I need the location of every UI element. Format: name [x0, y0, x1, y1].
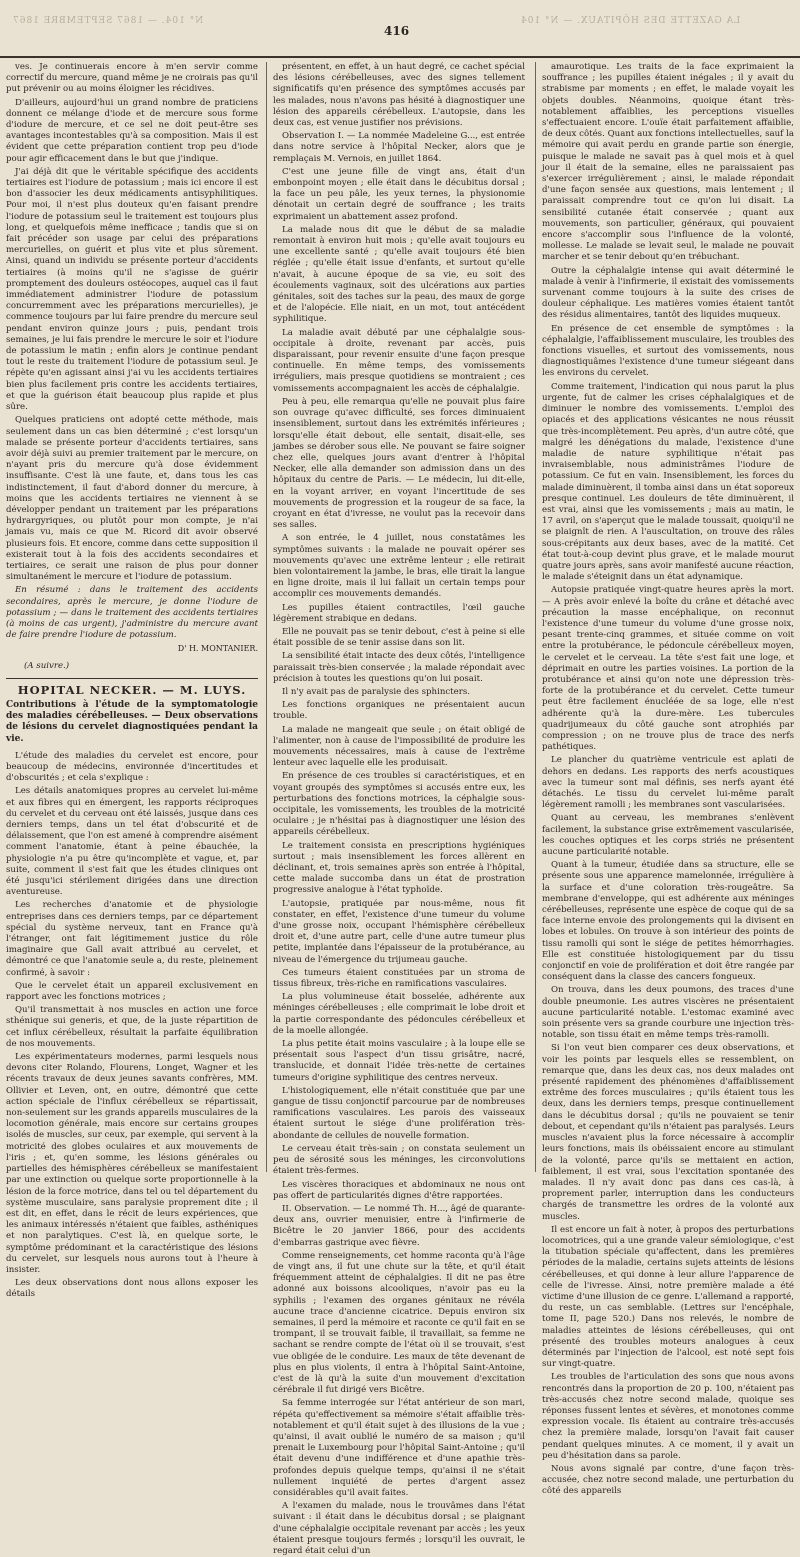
paragraph: amaurotique. Les traits de la face exprimaient la souffrance ; les pupilles étaient inégales ; il y avait du strabisme par moments ; en effet, le malade voyait les objets doubles. Néanmoins, quoique étant très-notablement affaiblies, les perceptions visuelles s'effectuaient encore. L'ouïe était parfaitement affaiblie, de deux côtés. Quant aux fonctions intellectuelles, sauf la mémoire qui avait perdu en grande partie son énergie, puisque le malade ne savait pas à quel mois et à quel jour il était de la semaine, elles ne paraissaient pas s'exercer irrégulièrement ; ainsi, le malade répondait d'une façon sensée aux questions, mais lentement ; il paraissait comprendre tout ce qu'on lui disait. La sensibilité cutanée était conservée ; quant aux mouvements, son particulier, généraux, qui pouvaient encore s'accomplir sous l'influence de la volonté, mollesse. Le malade se levait seul, le malade ne pouvait marcher et se tenir debout qu'en trébuchant.	[542, 62, 794, 263]
paragraph: Les deux observations dont nous allons exposer les détails	[6, 1278, 258, 1300]
column-3	[542, 62, 794, 1497]
paragraph: Peu à peu, elle remarqua qu'elle ne pouvait plus faire son ouvrage qu'avec difficulté, ses forces diminuaient insensiblement, surtout dans les extrémités inférieures ; lorsqu'elle était debout, elle sentait, disait-elle, ses jambes se dérober sous elle. Ne pouvant se faire soigner chez elle, quelques jours avant d'entrer à l'hôpital Necker, elle alla demander son admission dans un des hôpitaux du centre de Paris. — Le médecin, lui dit-elle, en la voyant arriver, en voyant l'incertitude de ses mouvements de progression et la rougeur de sa face, la croyant en état d'ivresse, ne voulut pas la recevoir dans ses salles.	[273, 396, 525, 531]
paragraph: D'ailleurs, aujourd'hui un grand nombre de praticiens donnent ce mélange d'iode et de mercure sous forme d'iodure de mercure, et ce sel ne doit peut-être ses avantages incontestables qu'à sa composition. Mais il est évident que cette préparation contient trop peu d'iode pour agir efficacement dans le but que j'indique.	[6, 97, 258, 164]
paragraph: La plus petite était moins vasculaire ; à la loupe elle se présentait sous l'aspect d'un tissu grisâtre, nacré, translucide, et donnait l'idée très-nette de certaines tumeurs d'origine syphilitique des centres nerveux.	[273, 1039, 525, 1083]
paragraph: A son entrée, le 4 juillet, nous constatâmes les symptômes suivants : la malade ne pouvait opérer ses mouvements qu'avec une extrême lenteur ; elle retirait bien volontairement la jambe, le bras, elle tirait la langue en ligne droite, mais il lui fallait un certain temps pour accomplir ces mouvements demandés.	[273, 533, 525, 600]
paragraph: Comme traitement, l'indication qui nous parut la plus urgente, fut de calmer les crises céphalalgiques et de diminuer le nombre des vomissements. L'emploi des opiacés et des applications vésicantes ne nous réussit que très-incomplètement. Peu après, d'un autre côté, que malgré les dénégations du malade, l'existence d'une maladie de nature syphilitique n'était pas invraisemblable, nous administrâmes l'iodure de potassium. Ce fut en vain. Insensiblement, les forces du malade diminuèrent, il tomba ainsi dans un état soporeux presque continuel. Les douleurs de tête diminuèrent, il est vrai, ainsi que les vomissements ; mais au matin, le 17 avril, on s'aperçut que le malade toussait, quoiqu'il ne se plaignît de rien. A l'auscultation, on trouve des râles sous-crépitants aux deux bases, avec de la matité. Cet état tout-à-coup devint plus grave, et le malade mourut quatre jours après, sans avoir manifesté aucune réaction, le malade s'éteignit dans un état adynamique.	[542, 381, 794, 583]
paragraph: Elle ne pouvait pas se tenir debout, c'est à peine si elle était possible de se tenir assise dans son lit.	[273, 626, 525, 649]
paragraph: Il est encore un fait à noter, à propos des perturbations locomotrices, qui a une grande valeur sémiologique, c'est la titubation spéciale qu'affectent, dans les premières périodes de la maladie, certains sujets atteints de lésions cérébelleuses, et qui donne à leur allure l'apparence de celle de l'ivresse. Ainsi, notre première malade a été victime d'une illusion de ce genre. L'allemand a rapporté, du reste, un cas semblable. (Lettres sur l'encéphale, tome II, page 520.) Dans nos relevés, le nombre de maladies atteintes de lésions cérébelleuses, qui ont présenté des troubles moteurs analogues à ceux déterminés par l'injection de l'alcool, est noté sept fois sur vingt-quatre.	[542, 1224, 794, 1370]
paragraph: Les troubles de l'articulation des sons que nous avons rencontrés dans la proportion de 20 p. 100, n'étaient pas très-accusés chez notre second malade, quoique ses réponses fussent lentes et sévères, et monotones comme expression vocale. Ils étaient au contraire très-accusés chez la première malade, lorsqu'on l'avait fait causer pendant quelques minutes. A ce moment, il y avait un peu d'hésitation dans sa parole.	[542, 1372, 794, 1461]
page-number: 416	[384, 24, 410, 38]
paragraph: L'autopsie, pratiquée par nous-même, nous fit constater, en effet, l'existence d'une tumeur du volume d'une grosse noix, occupant l'hémisphère cérébelleux droit et, d'une autre part, celle d'une autre tumeur plus petite, implantée dans l'épaisseur de la protubérance, au niveau de l'émergence du trijumeau gauche.	[273, 898, 525, 965]
paragraph: La malade nous dit que le début de sa maladie remontait à environ huit mois ; qu'elle avait toujours eu une excellente santé ; qu'elle avait toujours été bien réglée ; qu'elle était issue d'enfants, et surtout qu'elle n'avait, à aucune époque de sa vie, eu soit des écoulements vaginaux, soit des ulcérations aux parties génitales, soit des taches sur la peau, des maux de gorge et de l'alopécie. Elle niait, en un mot, tout antécédent syphilitique.	[273, 224, 525, 325]
observation-heading: Observation I. — La nommée Madeleine G..., est entrée dans notre service à l'hôpital Necker, alors que je remplaçais M. Vernois, en juillet 1864.	[273, 131, 525, 164]
paragraph: Les fonctions organiques ne présentaient aucun trouble.	[273, 700, 525, 722]
autopsy-heading: Autopsie pratiquée vingt-quatre heures après la mort. — A près avoir enlevé la boîte du crâne et détaché avec précaution la masse encéphalique, on reconnut l'existence d'une tumeur du volume d'une grosse noix, pesant trente-cinq grammes, et située comme on voit entre la protubérance, le pédoncule cérébelleux moyen, le cervelet et le cerveau. La tête s'est fait une loge, et déprimait en outre les parties voisines. La portion de la protubérance et ainsi qu'on note une dépression très-forte de la protubérance et du cervelet. Cette tumeur peut être facilement énucléée de sa loge, elle n'est adhérente qu'à la dure-mère. Les tubercules quadrijumeaux du côté gauche sont atrophiés par compression ; on ne trouve plus de trace des nerfs pathétiques.	[542, 585, 794, 753]
paragraph: Quant au cerveau, les membranes s'enlèvent facilement, la substance grise extrêmement vascularisée, les couches optiques et les corps striés ne présentent aucune particularité notable.	[542, 813, 794, 858]
paragraph: J'ai déjà dit que le véritable spécifique des accidents tertiaires est l'iodure de potassium ; mais ici encore il est bon d'associer les deux médicaments antisyphilitiques. Pour moi, il n'est plus douteux qu'en faisant prendre l'iodure de potassium seul le traitement est toujours plus long, et quelquefois même inefficace ; tandis que si on fait précéder son usage par celui des préparations mercurielles, on guérit et plus vite et plus sûrement. Ainsi, quand un individu se présente porteur d'accidents tertiaires (à moins qu'il ne s'agisse de guérir promptement des douleurs ostéocopes, auquel cas il faut immédiatement administrer l'iodure de potassium concurremment avec les préparations mercurielles), je commence toujours par lui faire prendre du mercure seul pendant environ quinze jours ; puis, pendant trois semaines, je lui fais prendre le mercure le soir et l'iodure de potassium le matin ; enfin alors je continue pendant tout le reste du traitement l'iodure de potassium seul. Je répète qu'en agissant ainsi j'ai vu les accidents tertiaires bien plus facilement pris contre les accidents tertiaires, et que la guérison était beaucoup plus rapide et plus sûre.	[6, 166, 258, 413]
paragraph: La sensibilité était intacte des deux côtés, l'intelligence paraissait très-bien conservée ; la malade répondait avec précision à toutes les questions qu'on lui posait.	[273, 651, 525, 684]
show-through-text-left: N° 104. — 1867 SEPTEMBRE 1867	[12, 16, 204, 26]
paragraph: La malade ne mangeait que seule ; on était obligé de l'alimenter, non à cause de l'impossibilité de produire les mouvements nécessaires, mais à cause de l'extrême lenteur avec laquelle elle les produisait.	[273, 724, 525, 769]
article-title: Contributions à l'étude de la symptomatologie des maladies cérébelleuses. — Deux observations de lésions du cervelet diagnostiquées pendant la vie.	[6, 699, 258, 744]
paragraph: La plus volumineuse était bosselée, adhérente aux méninges cérébelleuses ; elle comprimait le lobe droit et la partie correspondante des pédoncules cérébelleux et de la moelle allongée.	[273, 992, 525, 1036]
paragraph: Quelques praticiens ont adopté cette méthode, mais seulement dans un cas bien déterminé ; c'est lorsqu'un malade se présente porteur d'accidents tertiaires, sans avoir déjà suivi au premier traitement par le mercure, on n'ayant pris du mercure qu'à dose évidemment insuffisante. C'est là une faute, et, dans tous les cas indistinctement, il faut d'abord donner du mercure, à moins que les accidents tertiaires ne viennent à se développer pendant un traitement par les préparations hydrargyriques, ou plutôt pour mon compte, je n'ai jamais vu, mais ce que M. Ricord dit avoir observé plusieurs fois. Et encore, comme dans cette supposition il existerait tout à la fois des accidents secondaires et tertiaires, ce serait une raison de plus pour donner simultanément le mercure et l'iodure de potassium.	[6, 415, 258, 583]
page-header	[0, 0, 800, 58]
paragraph: La maladie avait débuté par une céphalalgie sous-occipitale à droite, revenant par accès, puis disparaissant, pour revenir ensuite d'une façon presque continuelle. En même temps, des vomissements irréguliers, mais presque quotidiens se montraient ; ces vomissements accompagnaient les accès de céphalalgie.	[273, 327, 525, 394]
paragraph: Les viscères thoraciques et abdominaux ne nous ont pas offert de particularités dignes d'être rapportées.	[273, 1179, 525, 1201]
column-rule	[266, 62, 267, 1172]
column-1	[6, 62, 258, 1300]
paragraph: présentent, en effet, à un haut degré, ce cachet spécial des lésions cérébelleuses, avec des signes tellement significatifs qu'en présence des symptômes accusés par les malades, nous n'avons pas hésité à diagnostiquer une lésion des appareils cérébelleux. L'autopsie, dans les deux cas, est venue justifier nos prévisions.	[273, 62, 525, 129]
paragraph: Les détails anatomiques propres au cervelet lui-même et aux fibres qui en émergent, les rapports réciproques du cervelet et du cerveau ont été laissés, jusque dans ces derniers temps, dans un tel état d'obscurité et de délaissement, que l'on est amené à comprendre aisément comment l'anatomie, étant à peine ébauchée, la physiologie n'a pu être qu'incomplète et vague, et, par suite, comment il s'est fait que les études cliniques ont été jusqu'ici stérilement dirigées dans une direction aventureuse.	[6, 786, 258, 898]
paragraph: Nous avons signalé par contre, d'une façon très-accusée, chez notre second malade, une perturbation du côté des appareils	[542, 1463, 794, 1497]
observation-heading: II. Observation. — Le nommé Th. H..., âgé de quarante-deux ans, ouvrier menuisier, entre à l'infirmerie de Bicêtre le 20 janvier 1866, pour des accidents d'embarras gastrique avec fièvre.	[273, 1203, 525, 1248]
paragraph: A l'examen du malade, nous le trouvâmes dans l'état suivant : il était dans le décubitus dorsal ; se plaignant d'une céphalalgie occipitale revenant par accès ; les yeux étaient presque toujours fermés ; lorsqu'il les ouvrait, le regard était celui d'un	[273, 1501, 525, 1556]
column-2	[273, 62, 525, 1556]
paragraph: Si l'on veut bien comparer ces deux observations, et voir les points par lesquels elles se ressemblent, on remarque que, dans les deux cas, nos deux malades ont présenté rapidement des phénomènes d'affaiblissement extrême des forces musculaires ; qu'ils étaient tous les deux, dans les derniers temps, presque continuellement dans le décubitus dorsal ; qu'ils ne pouvaient se tenir debout, et cependant qu'ils n'étaient pas paralysés. Leurs muscles n'avaient plus la force nécessaire à accomplir leurs fonctions, mais ils obéissaient encore au stimulant de la volonté, parce qu'ils se mettaient en action, faiblement, il est vrai, sous l'excitation spontanée des malades. Il n'y avait donc pas dans ces cas-là, à proprement parler, interruption dans les conducteurs chargés de transmettre les ordres de la volonté aux muscles.	[542, 1043, 794, 1222]
paragraph: En résumé : dans le traitement des accidents secondaires, après le mercure, je donne l'iodure de potassium ; — dans le traitement des accidents tertiaires (à moins de cas urgent), j'administre du mercure avant de faire prendre l'iodure de potassium.	[6, 585, 258, 641]
paragraph: Que le cervelet était un appareil exclusivement en rapport avec les fonctions motrices ;	[6, 980, 258, 1003]
paragraph: Comme renseignements, cet homme raconta qu'à l'âge de vingt ans, il fut une chute sur la tête, et qu'il était fréquemment atteint de céphalalgies. Il dit ne pas être adonné aux boissons alcooliques, n'avoir pas eu la syphilis ; l'examen des organes génitaux ne révéla aucune trace d'ancienne cicatrice. Depuis environ six semaines, il perd la mémoire et raconte ce qu'il fait en se trompant, il se trouvait faible, il travaillait, sa femme ne sachant se rendre compte de l'état où il se trouvait, s'est vue obligée de le conduire. Les maux de tête devenant de plus en plus violents, il entra à l'hôpital Saint-Antoine, c'est de là qu'à la suite d'un mouvement d'excitation cérébrale il fut dirigé vers Bicêtre.	[273, 1250, 525, 1396]
paragraph: En présence de ces troubles si caractéristiques, et en voyant groupés des symptômes si accusés entre eux, les perturbations des fonctions motrices, la céphalgie sous-occipitale, les vomissements, les troubles de la motricité oculaire ; je n'hésitai pas à diagnostiquer une lésion des appareils cérébelleux.	[273, 771, 525, 838]
paragraph: Les pupilles étaient contractiles, l'œil gauche légèrement strabique en dedans.	[273, 602, 525, 624]
section-title: HOPITAL NECKER. — M. LUYS.	[17, 682, 247, 697]
divider	[6, 678, 258, 679]
paragraph: Quant à la tumeur, étudiée dans sa structure, elle se présente sous une apparence mamelonnée, irrégulière à la surface et d'une coloration très-rougeâtre. Sa membrane d'enveloppe, qui est adhérente aux méninges cérébelleuses, représente une espèce de coque qui de sa face interne envoie des prolongements qui la divisent en lobes et lobules. On trouve à son intérieur des points de tissu ramolli qui sont le siége de petites hémorrhagies. Elle est constituée histologiquement par du tissu conjonctif en voie de prolifération et doit être rangée par conséquent dans la classe des cancers fongueux.	[542, 860, 794, 983]
paragraph: L'étude des maladies du cervelet est encore, pour beaucoup de médecins, environnée d'incertitudes et d'obscurités ; et cela s'explique :	[6, 750, 258, 784]
show-through-text-right: LA GAZETTE DES HÔPITAUX. — N° 104	[520, 16, 741, 26]
paragraph: Sa femme interrogée sur l'état antérieur de son mari, répéta qu'effectivement sa mémoire s'était affaiblie très-notablement et qu'il était sujet à des illusions de la vue ; qu'ainsi, il avait oublié le numéro de sa maison ; qu'il prenait le Luxembourg pour l'hôpital Saint-Antoine ; qu'il était devenu d'une indifférence et d'une apathie très-profondes depuis quelque temps, qu'ainsi il ne s'était nullement inquiété de pertes d'argent assez considérables qu'il avait faites.	[273, 1398, 525, 1498]
paragraph: Le cerveau était très-sain ; on constata seulement un peu de sérosité sous les méninges, les circonvolutions étaient très-fermes.	[273, 1143, 525, 1177]
paragraph: Il n'y avait pas de paralysie des sphincters.	[282, 686, 470, 697]
paragraph: ves. Je continuerais encore à m'en servir comme correctif du mercure, quand même je ne croirais pas qu'il put prévenir ou au moins éloigner les récidives.	[6, 62, 258, 95]
paragraph: En présence de cet ensemble de symptômes : la céphalalgie, l'affaiblissement musculaire, les troubles des fonctions visuelles, et surtout des vomissements, nous diagnostiquâmes l'existence d'une tumeur siégeant dans les environs du cervelet.	[542, 323, 794, 379]
paragraph: Le traitement consista en prescriptions hygiéniques surtout ; mais insensiblement les forces allèrent en déclinant, et, trois semaines après son entrée à l'hôpital, cette malade succomba dans un état de prostration progressive analogue à l'état typhoïde.	[273, 840, 525, 896]
to-be-continued: (A suivre.)	[24, 660, 70, 671]
paragraph: Outre la céphalalgie intense qui avait déterminé le malade à venir à l'infirmerie, il existait des vomissements survenant comme toujours à la suite des crises de douleur céphalique. Les matières vomies étaient tantôt des résidus alimentaires, tantôt des liquides muqueux.	[542, 265, 794, 321]
paragraph: Ces tumeurs étaient constituées par un stroma de tissus fibreux, très-riche en ramifications vasculaires.	[273, 967, 525, 990]
column-rule	[535, 62, 536, 1172]
paragraph: C'est une jeune fille de vingt ans, était d'un embonpoint moyen ; elle était dans le décubitus dorsal ; la face un peu pâle, les yeux ternes, la physionomie dénotait un certain degré de souffrance ; les traits exprimaient un abattement assez profond.	[273, 166, 525, 222]
paragraph: Les recherches d'anatomie et de physiologie entreprises dans ces derniers temps, par ce département spécial du système nerveux, tant en France qu'à l'étranger, ont fait légitimement justice du rôle imaginaire que Gall avait attribué au cervelet, et démontré ce que l'anatomie seule a, du reste, pleinement confirmé, à savoir :	[6, 900, 258, 978]
paragraph: Le plancher du quatrième ventricule est aplati de dehors en dedans. Les rapports des nerfs acoustiques avec la tumeur sont mal définis, ses nerfs ayant été détachés. Le tissu du cervelet lui-même paraît légèrement ramolli ; les membranes sont vascularisées.	[542, 755, 794, 811]
paragraph: Qu'il transmettait à nos muscles en action une force sthénique sui generis, et que, de la juste répartition de cet influx cérébelleux, résultait la parfaite équilibration de nos mouvements.	[6, 1005, 258, 1049]
author-signature: D' H. MONTANIER.	[177, 644, 258, 654]
paragraph: Les expérimentateurs modernes, parmi lesquels nous devons citer Rolando, Flourens, Longet, Wagner et les récents travaux de deux jeunes savants confrères, MM. Ollivier et Leven, ont, en outre, démontré que cette action spéciale de l'influx cérébelleux se répartissait, non-seulement sur les grands appareils musculaires de la locomotion générale, mais encore sur certains groupes isolés de muscles, sur ceux, par exemple, qui servent à la motricité des globes oculaires et aux mouvements de l'iris ; et, qu'en somme, les lésions générales ou partielles des hémisphères cérébelleux se manifestaient par une extinction ou quelque sorte proportionnelle à la lésion de la force motrice, dans tel ou tel département du système musculaire, sans paralysie proprement dite ; il est dit, en effet, dans le récit de leurs expériences, que les animaux intéressés n'étaient que faibles, asthéniques et non paralytiques. C'est là, en quelque sorte, le symptôme prédominant et la caractéristique des lésions du cervelet, sur lesquels nous aurons tout à l'heure à insister.	[6, 1052, 258, 1275]
paragraph: L'histologiquement, elle n'était constituée que par une gangue de tissu conjonctif parcourue par de nombreuses ramifications vasculaires. Les parois des vaisseaux étaient surtout le siége d'une prolifération très-abondante de cellules de nouvelle formation.	[273, 1085, 525, 1141]
paragraph: On trouva, dans les deux poumons, des traces d'une double pneumonie. Les autres viscères ne présentaient aucune particularité notable. L'estomac examiné avec soin présente vers sa grande courbure une injection très-notable, son tissu était en même temps très-ramolli.	[542, 985, 794, 1041]
